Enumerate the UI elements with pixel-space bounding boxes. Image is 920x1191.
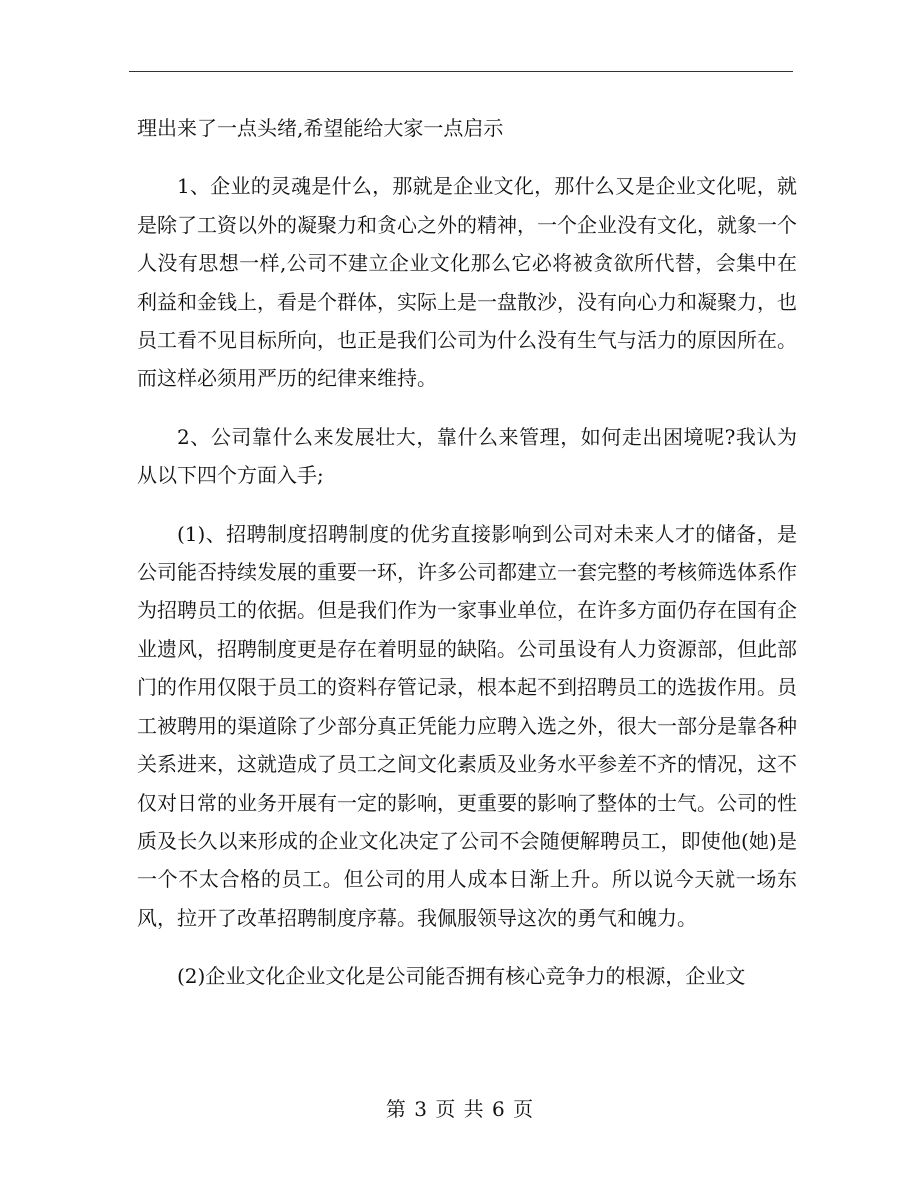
header-divider [129, 71, 793, 72]
paragraph-1-enterprise-soul: 1、企业的灵魂是什么，那就是企业文化，那什么又是企业文化呢，就是除了工资以外的凝聚力和贪心之外的精神，一个企业没有文化，就象一个人没有思想一样,公司不建立企业文化那么它必将被贪欲所代替，会集中在利益和金钱上，看是个群体，实际上是一盘散沙，没有向心力和凝聚力，也员工看不见目标所向，也正是我们公司为什么没有生气与活力的原因所在。而这样必须用严历的纪律来维持。 [137, 174, 797, 391]
page-number-footer: 第 3 页 共 6 页 [385, 1097, 535, 1121]
paragraph-enterprise-culture: (2)企业文化企业文化是公司能否拥有核心竞争力的根源，企业文 [177, 964, 746, 989]
paragraph-2-company-development: 2、公司靠什么来发展壮大，靠什么来管理，如何走出困境呢?我认为从以下四个方面入手; [137, 424, 797, 488]
paragraph-recruitment-system: (1)、招聘制度招聘制度的优劣直接影响到公司对未来人才的储备，是公司能否持续发展的重要一环，许多公司都建立一套完整的考核筛选体系作为招聘员工的依据。但是我们作为一家事业单位，在许多方面仍存在国有企业遗风，招聘制度更是存在着明显的缺陷。公司虽设有人力资源部，但此部门的作用仅限于员工的资料存管记录，根本起不到招聘员工的选拔作用。员工被聘用的渠道除了少部分真正凭能力应聘入选之外，很大一部分是靠各种关系进来，这就造成了员工之间文化素质及业务水平参差不齐的情况，这不仅对日常的业务开展有一定的影响，更重要的影响了整体的士气。公司的性质及长久以来形成的企业文化决定了公司不会随便解聘员工，即使他(她)是一个不太合格的员工。但公司的用人成本日渐上升。所以说今天就一场东风，拉开了改革招聘制度序幕。我佩服领导这次的勇气和魄力。 [137, 521, 797, 930]
paragraph-continuation: 理出来了一点头绪,希望能给大家一点启示 [137, 116, 504, 140]
document-body [137, 109, 797, 996]
